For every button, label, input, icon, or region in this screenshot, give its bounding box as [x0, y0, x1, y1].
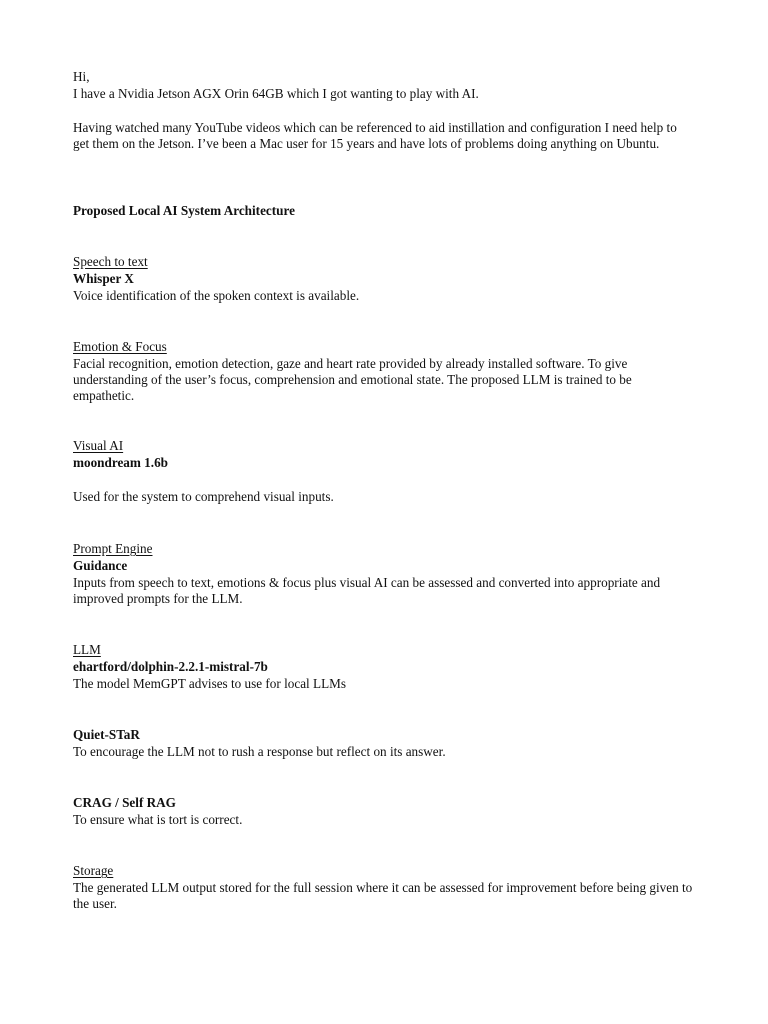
component-desc-quiet-star: To encourage the LLM not to rush a response but reflect on its answer. — [73, 744, 446, 759]
component-desc-speech: Voice identification of the spoken context is available. — [73, 288, 360, 303]
component-name-quiet-star: Quiet-STaR — [73, 727, 140, 742]
document-title: Proposed Local AI System Architecture — [73, 203, 295, 218]
greeting: Hi, — [73, 69, 90, 84]
section-heading-llm: LLM — [73, 642, 101, 657]
component-desc-prompt: Inputs from speech to text, emotions & focus plus visual AI can be assessed and converted into appropriate and improved prompts for the LLM. — [73, 575, 661, 606]
component-name-crag: CRAG / Self RAG — [73, 795, 176, 810]
component-name-speech: Whisper X — [73, 271, 134, 286]
component-desc-crag: To ensure what is tort is correct. — [73, 812, 243, 827]
section-heading-speech: Speech to text — [73, 254, 148, 269]
intro-paragraph: I have a Nvidia Jetson AGX Orin 64GB which I got wanting to play with AI. — [73, 86, 479, 101]
component-desc-storage: The generated LLM output stored for the full session where it can be assessed for improvement before being given to the user. — [73, 880, 693, 911]
section-heading-prompt: Prompt Engine — [73, 541, 153, 556]
component-name-llm: ehartford/dolphin-2.2.1-mistral-7b — [73, 659, 268, 674]
intro-paragraph-2: Having watched many YouTube videos which can be referenced to aid instillation and configuration I need help to get them on the Jetson. I’ve been a Mac user for 15 years and have lots of problems doing anything on Ubuntu. — [73, 120, 677, 151]
component-desc-llm: The model MemGPT advises to use for local LLMs — [73, 676, 346, 691]
component-desc-visual: Used for the system to comprehend visual inputs. — [73, 489, 334, 504]
component-name-visual: moondream 1.6b — [73, 455, 169, 470]
component-desc-emotion: Facial recognition, emotion detection, gaze and heart rate provided by already installed software. To give understanding of the user’s focus, comprehension and emotional state. The proposed LLM is trained to be empathetic. — [73, 356, 632, 403]
section-heading-emotion: Emotion & Focus — [73, 339, 167, 354]
section-heading-storage: Storage — [73, 863, 114, 878]
component-name-prompt: Guidance — [73, 558, 128, 573]
section-heading-visual: Visual AI — [73, 438, 124, 453]
